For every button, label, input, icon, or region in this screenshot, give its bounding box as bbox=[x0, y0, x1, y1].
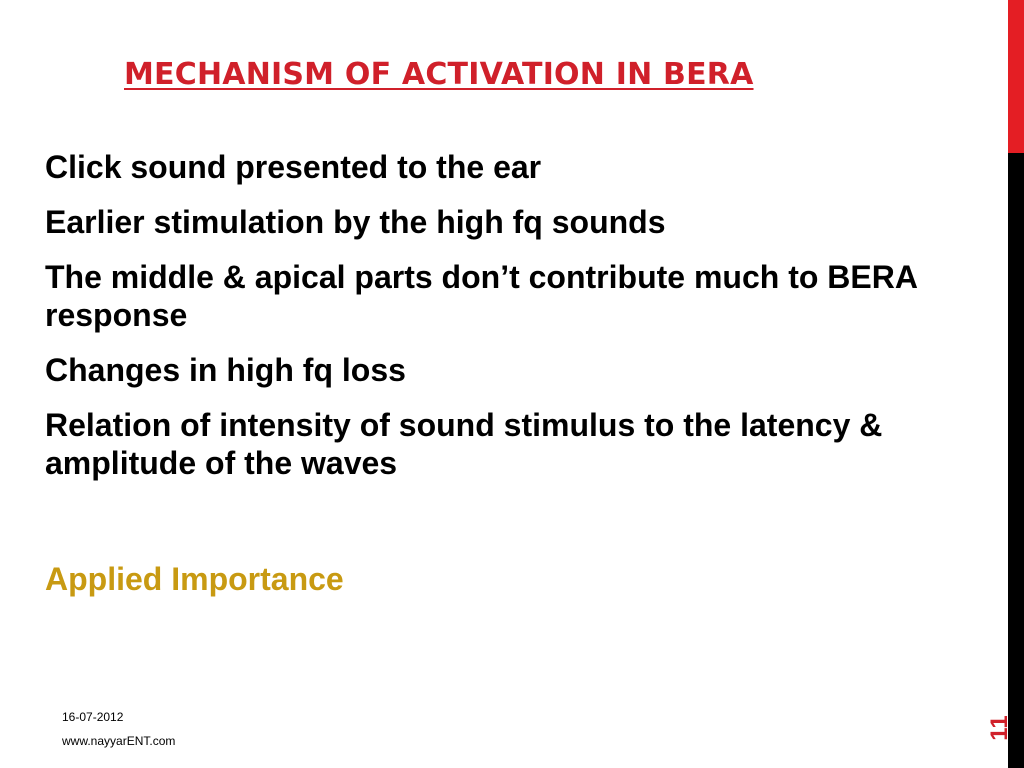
bullet-item: Earlier stimulation by the high fq sounds bbox=[45, 204, 666, 240]
subheading-applied-importance: Applied Importance bbox=[45, 561, 344, 597]
footer-date: 16-07-2012 bbox=[62, 710, 124, 724]
page-number: 11 bbox=[986, 715, 1013, 741]
bullet-item: Changes in high fq loss bbox=[45, 352, 406, 388]
side-bar-black bbox=[1008, 153, 1024, 768]
slide-title: MECHANISM OF ACTIVATION IN BERA bbox=[124, 57, 754, 92]
bullet-item: Click sound presented to the ear bbox=[45, 149, 542, 185]
footer-url: www.nayyarENT.com bbox=[62, 734, 176, 748]
bullet-list bbox=[45, 148, 965, 499]
bullet-item: The middle & apical parts don’t contribute much to BERA response bbox=[45, 259, 917, 333]
side-bar-red bbox=[1008, 0, 1024, 153]
bullet-item: Relation of intensity of sound stimulus to the latency & amplitude of the waves bbox=[45, 407, 883, 481]
